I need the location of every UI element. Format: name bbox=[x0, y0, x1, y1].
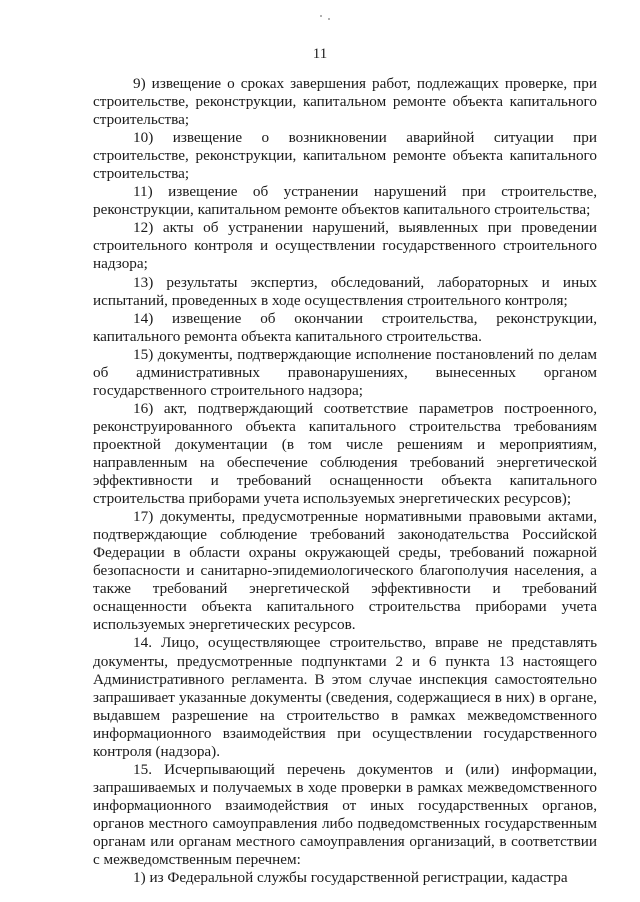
scan-speck bbox=[328, 18, 330, 20]
paragraph: 11) извещение об устранении нарушений при строительстве, реконструкции, капитальном ремонте объектов капитального строительства; bbox=[93, 183, 597, 219]
paragraph: 9) извещение о сроках завершения работ, подлежащих проверке, при строительстве, реконструкции, капитальном ремонте объекта капитального строительства; bbox=[93, 75, 597, 129]
paragraph: 15. Исчерпывающий перечень документов и (или) информации, запрашиваемых и получаемых в ходе проверки в рамках межведомственного информационного взаимодействия от иных государственных органов, органов местного самоуправления либо подведомственных государственным органам или органам местного самоуправления организаций, в соответствии с межведомственным перечнем: bbox=[93, 760, 597, 869]
paragraph: 1) из Федеральной службы государственной регистрации, кадастра bbox=[133, 869, 568, 887]
scan-speck bbox=[320, 15, 322, 17]
paragraph: 12) акты об устранении нарушений, выявленных при проведении строительного контроля и осуществлении государственного строительного надзора; bbox=[93, 219, 597, 273]
paragraph: 16) акт, подтверждающий соответствие параметров построенного, реконструированного объекта капитального строительства требованиям проектной документации (в том числе решениям и мероприятиям, направленным на обеспечение соблюдения требований энергетической эффективности и требований оснащенности объекта капитального строительства приборами учета используемых энергетических ресурсов); bbox=[93, 399, 597, 508]
page-number: 11 bbox=[312, 46, 328, 62]
paragraph: 17) документы, предусмотренные нормативными правовыми актами, подтверждающие соблюдение требований законодательства Российской Федерации в области охраны окружающей среды, требований пожарной безопасности и санитарно-эпидемиологического благополучия населения, а также требований энергетической эффективности и требований оснащенности объекта капитального строительства приборами учета используемых энергетических ресурсов. bbox=[93, 508, 597, 634]
paragraph: 13) результаты экспертиз, обследований, лабораторных и иных испытаний, проведенных в ходе осуществления строительного контроля; bbox=[93, 273, 597, 309]
paragraph: 15) документы, подтверждающие исполнение постановлений по делам об административных правонарушениях, вынесенных органом государственного строительного надзора; bbox=[93, 345, 597, 399]
paragraph: 14) извещение об окончании строительства, реконструкции, капитального ремонта объекта капитального строительства. bbox=[93, 309, 597, 345]
document-body bbox=[93, 75, 597, 887]
paragraph: 14. Лицо, осуществляющее строительство, вправе не представлять документы, предусмотренные подпунктами 2 и 6 пункта 13 настоящего Административного регламента. В этом случае инспекция самостоятельно запрашивает указанные документы (сведения, содержащиеся в них) в органе, выдавшем разрешение на строительство в рамках межведомственного информационного взаимодействия при осуществлении государственного контроля (надзора). bbox=[93, 634, 597, 760]
paragraph: 10) извещение о возникновении аварийной ситуации при строительстве, реконструкции, капитальном ремонте объекта капитального строительства; bbox=[93, 129, 597, 183]
